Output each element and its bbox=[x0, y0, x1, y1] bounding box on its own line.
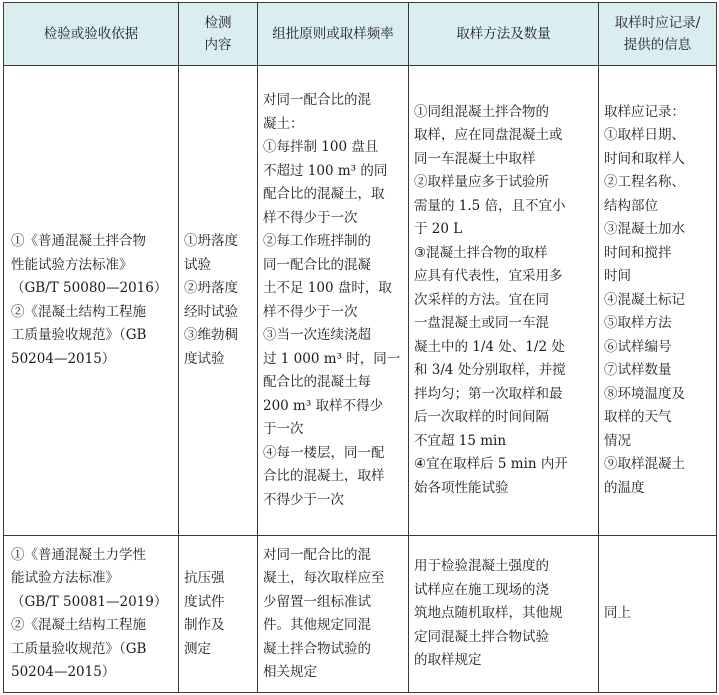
cell-method: 用于检验混凝土强度的 试样应在施工现场的浇 筑地点随机取样，其他规 定同混凝土拌合物试验 的取样规定 bbox=[409, 536, 599, 693]
header-row bbox=[4, 3, 717, 66]
inspection-table bbox=[3, 2, 717, 693]
cell-frequency: 对同一配合比的混 凝土： ①每拌制 100 盘且 不超过 100 m³ 的同 配合比的混凝土，取 样不得少于一次 ②每工作班拌制的 同一配合比的混凝 土不足 100 盘时，取 样不得少于一次 ③当一次连续浇超 过 1 000 m³ 时，同一 配合比的混凝土每 200 m³ 取样不得少 于一次 ④每一楼层，同一配 合比的混凝土，取样 不得少于一次 bbox=[258, 66, 409, 536]
cell-basis: ①《普通混凝土力学性 能试验方法标准》 （GB/T 50081—2019） ②《混凝土结构工程施 工质量验收规范》（GB 50204—2015） bbox=[4, 536, 179, 693]
cell-record: 同上 bbox=[599, 536, 717, 693]
header-basis: 检验或验收依据 bbox=[4, 3, 179, 66]
cell-content: ①坍落度 试验 ②坍落度 经时试验 ③维勃稠 度试验 bbox=[179, 66, 258, 536]
header-record: 取样时应记录/ 提供的信息 bbox=[599, 3, 717, 66]
header-content: 检测 内容 bbox=[179, 3, 258, 66]
table-header bbox=[4, 3, 717, 66]
cell-content: 抗压强 度试件 制作及 测定 bbox=[179, 536, 258, 693]
header-method: 取样方法及数量 bbox=[409, 3, 599, 66]
cell-frequency: 对同一配合比的混 凝土，每次取样应至 少留置一组标准试 件。其他规定同混 凝土拌合物试验的 相关规定 bbox=[258, 536, 409, 693]
header-frequency: 组批原则或取样频率 bbox=[258, 3, 409, 66]
cell-basis: ①《普通混凝土拌合物 性能试验方法标准》 （GB/T 50080—2016） ②《混凝土结构工程施 工质量验收规范》（GB 50204—2015） bbox=[4, 66, 179, 536]
table-row bbox=[4, 536, 717, 693]
table-body bbox=[4, 66, 717, 693]
table-row bbox=[4, 66, 717, 536]
cell-method: ①同组混凝土拌合物的 取样，应在同盘混凝土或 同一车混凝土中取样 ②取样量应多于试验所 需量的 1.5 倍，且不宜小 于 20 L ③混凝土拌合物的取样 应具有代表性，宜采用多 次采样的方法。宜在同 一盘混凝土或同一车混 凝土中的 1/4 处、1/2 处 和 3/4 处分别取样，并搅 拌均匀；第一次取样和最 后一次取样的时间间隔 不宜超 15 min ④宜在取样后 5 min 内开 始各项性能试验 bbox=[409, 66, 599, 536]
cell-record: 取样应记录： ①取样日期、 时间和取样人 ②工程名称、 结构部位 ③混凝土加水 时间和搅拌 时间 ④混凝土标记 ⑤取样方法 ⑥试样编号 ⑦试样数量 ⑧环境温度及 取样的天气 情况 ⑨取样混凝土 的温度 bbox=[599, 66, 717, 536]
